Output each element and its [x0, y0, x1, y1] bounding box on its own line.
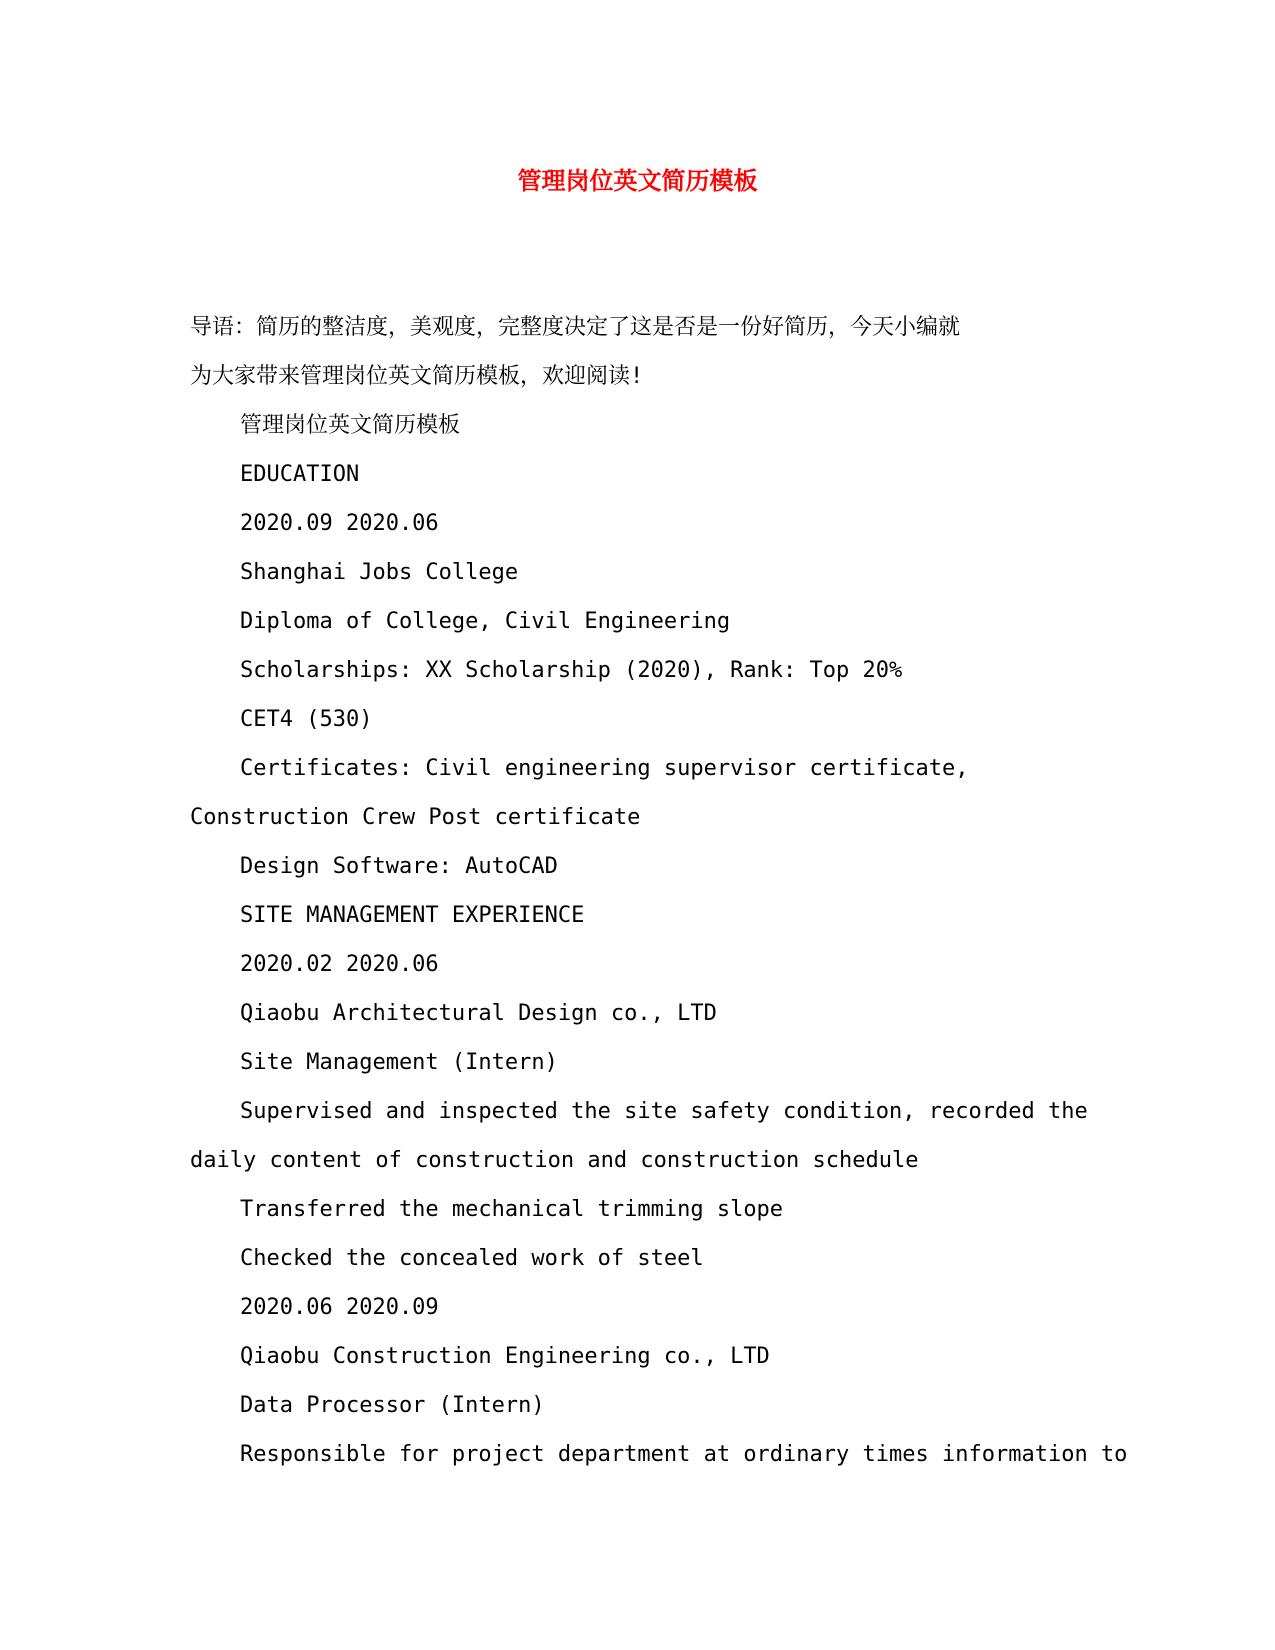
intro-line: 导语：简历的整洁度，美观度，完整度决定了这是否是一份好简历，今天小编就: [190, 315, 961, 340]
scholarships: Scholarships: XX Scholarship (2020), Rank: Top 20%: [240, 658, 903, 683]
certificates: Certificates: Civil engineering supervisor certificate,: [240, 756, 969, 781]
duty-item: Responsible for project department at ordinary times information to: [240, 1442, 1128, 1467]
date-range: 2020.06 2020.09: [240, 1295, 439, 1320]
duty-item-continued: daily content of construction and construction schedule: [190, 1148, 919, 1173]
company-name: Qiaobu Construction Engineering co., LTD: [240, 1344, 770, 1369]
job-title: Data Processor (Intern): [240, 1393, 545, 1418]
cet4-score: CET4 (530): [240, 707, 373, 732]
duty-item: Supervised and inspected the site safety condition, recorded the: [240, 1099, 1088, 1124]
document-body: [190, 303, 1128, 1479]
date-range: 2020.09 2020.06: [240, 511, 439, 536]
section-heading-education: EDUCATION: [240, 462, 360, 487]
date-range: 2020.02 2020.06: [240, 952, 439, 977]
job-title: Site Management (Intern): [240, 1050, 558, 1075]
duty-item: Checked the concealed work of steel: [240, 1246, 704, 1271]
company-name: Qiaobu Architectural Design co., LTD: [240, 1001, 717, 1026]
design-software: Design Software: AutoCAD: [240, 854, 558, 879]
certificates-continued: Construction Crew Post certificate: [190, 805, 641, 830]
document-title: 管理岗位英文简历模板: [517, 166, 758, 195]
section-heading-experience: SITE MANAGEMENT EXPERIENCE: [240, 903, 585, 928]
intro-line: 为大家带来管理岗位英文简历模板，欢迎阅读!: [190, 364, 644, 389]
school-name: Shanghai Jobs College: [240, 560, 519, 585]
section-subtitle: 管理岗位英文简历模板: [240, 413, 461, 438]
duty-item: Transferred the mechanical trimming slope: [240, 1197, 784, 1222]
degree: Diploma of College, Civil Engineering: [240, 609, 731, 634]
